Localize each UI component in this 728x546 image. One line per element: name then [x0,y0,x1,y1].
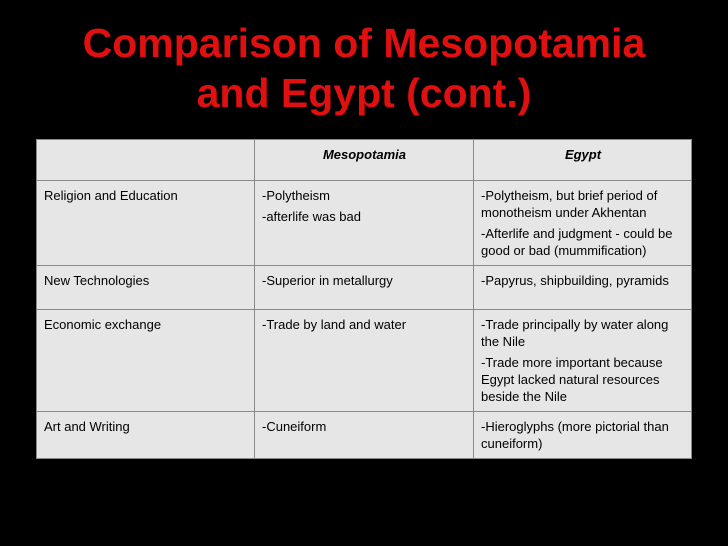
cell-point: -Afterlife and judgment - could be good or bad (mummification) [481,226,673,258]
cell-point: -afterlife was bad [262,209,361,224]
mesopotamia-cell [255,266,474,310]
cell-point: -Trade principally by water along the Nile [481,317,669,349]
header-mesopotamia: Mesopotamia [255,140,474,181]
table-row-new-technologies [37,266,692,310]
category-cell: Economic exchange [37,310,255,412]
table-row-economic-exchange [37,310,692,412]
cell-point: -Polytheism [262,188,330,203]
mesopotamia-cell [255,181,474,266]
cell-point: -Polytheism, but brief period of monotheism under Akhentan [481,188,658,220]
table-row-art-writing [37,412,692,459]
cell-point: -Papyrus, shipbuilding, pyramids [481,273,669,288]
cell-point: -Hieroglyphs (more pictorial than cuneiform) [481,419,669,451]
slide-title-line-1: Comparison of Mesopotamia [82,20,646,66]
cell-point: -Trade by land and water [262,317,407,332]
mesopotamia-cell [255,310,474,412]
category-cell: New Technologies [37,266,255,310]
table-row-religion-education [37,181,692,266]
comparison-table-container [36,139,691,459]
egypt-cell [474,412,692,459]
egypt-cell [474,266,692,310]
comparison-table [36,139,692,459]
cell-point: -Superior in metallurgy [262,273,393,288]
egypt-cell [474,310,692,412]
mesopotamia-cell [255,412,474,459]
header-empty-cell [37,140,255,181]
slide-title [0,18,728,118]
egypt-cell [474,181,692,266]
cell-point: -Trade more important because Egypt lacked natural resources beside the Nile [481,355,663,404]
category-cell: Art and Writing [37,412,255,459]
slide-title-line-2: and Egypt (cont.) [196,70,532,116]
cell-point: -Cuneiform [262,419,327,434]
header-egypt: Egypt [474,140,692,181]
table-header-row [37,140,692,181]
category-cell: Religion and Education [37,181,255,266]
